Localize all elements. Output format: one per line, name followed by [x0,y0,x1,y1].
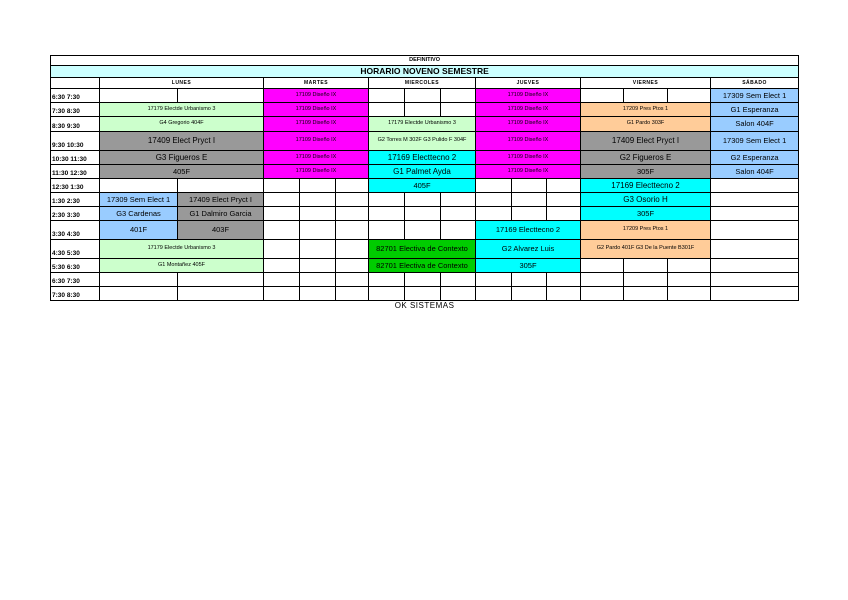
empty-cell [300,259,336,273]
empty-cell [405,193,441,207]
empty-cell [441,287,476,301]
empty-cell [441,103,476,117]
time-slot: 1:30 2:30 [51,193,100,207]
empty-cell [581,89,624,103]
class-cell: 17109 Diseño IX [476,132,581,151]
empty-cell [581,287,624,301]
empty-cell [336,240,369,259]
class-cell: G2 Alvarez Luis [476,240,581,259]
class-cell: 17309 Sem Elect 1 [100,193,178,207]
empty-cell [300,273,336,287]
class-cell: G1 Palmet Ayda [369,165,476,179]
class-cell: G3 Cardenas [100,207,178,221]
empty-cell [711,273,799,287]
class-cell: Salon 404F [711,165,799,179]
day-header-tuesday: MARTES [264,78,369,89]
class-cell: 405F [100,165,264,179]
class-cell: 17109 Diseño IX [476,117,581,132]
empty-cell [476,273,512,287]
empty-cell [369,273,405,287]
class-cell: 17109 Diseño IX [476,103,581,117]
class-cell: 17109 Diseño IX [264,132,369,151]
empty-cell [441,221,476,240]
class-cell: 17179 Electde Urbanismo 3 [100,240,264,259]
class-cell: 82701 Electiva de Contexto [369,240,476,259]
time-slot: 2:30 3:30 [51,207,100,221]
empty-cell [178,89,264,103]
schedule-table [50,55,799,311]
time-slot: 6:30 7:30 [51,273,100,287]
class-cell: 17109 Diseño IX [476,89,581,103]
time-slot: 3:30 4:30 [51,221,100,240]
class-cell: 17179 Electde Urbanismo 3 [369,117,476,132]
class-cell: 82701 Electiva de Contexto [369,259,476,273]
schedule-title: HORARIO NOVENO SEMESTRE [51,66,799,78]
empty-cell [624,89,668,103]
class-cell: 17109 Diseño IX [476,165,581,179]
empty-cell [369,193,405,207]
empty-cell [711,287,799,301]
empty-cell [512,207,547,221]
time-slot: 7:30 8:30 [51,103,100,117]
empty-cell [264,207,300,221]
empty-cell [512,287,547,301]
class-cell: G4 Gregorio 404F [100,117,264,132]
class-cell: 17169 Electtecno 2 [581,179,711,193]
empty-cell [100,89,178,103]
time-slot: 12:30 1:30 [51,179,100,193]
empty-cell [547,193,581,207]
empty-cell [300,287,336,301]
empty-cell [300,207,336,221]
status-label: DEFINITIVO [51,56,799,66]
empty-cell [547,273,581,287]
day-header-thursday: JUEVES [476,78,581,89]
time-slot: 11:30 12:30 [51,165,100,179]
class-cell: G2 Figueros E [581,151,711,165]
class-cell: Salon 404F [711,117,799,132]
empty-cell [441,273,476,287]
empty-cell [581,259,624,273]
empty-cell [624,259,668,273]
empty-cell [441,193,476,207]
class-cell: 17169 Electtecno 2 [369,151,476,165]
empty-cell [624,273,668,287]
empty-cell [711,179,799,193]
empty-cell [100,179,178,193]
class-cell: 17109 Diseño IX [264,103,369,117]
empty-cell [300,221,336,240]
empty-cell [441,89,476,103]
class-cell: G1 Esperanza [711,103,799,117]
empty-cell [476,287,512,301]
empty-cell [300,193,336,207]
day-header-monday: LUNES [100,78,264,89]
class-cell: 17109 Diseño IX [476,151,581,165]
empty-cell [300,240,336,259]
empty-cell [369,207,405,221]
class-cell: 405F [369,179,476,193]
class-cell: 17179 Electde Urbanismo 3 [100,103,264,117]
empty-cell [711,240,799,259]
empty-cell [668,273,711,287]
day-header-wednesday: MIERCOLES [369,78,476,89]
empty-cell [711,221,799,240]
class-cell: 17209 Pres Ptos 1 [581,103,711,117]
empty-cell [369,221,405,240]
empty-cell [264,240,300,259]
empty-cell [547,207,581,221]
empty-cell [405,89,441,103]
empty-cell [668,259,711,273]
empty-cell [336,193,369,207]
empty-cell [668,287,711,301]
day-header-friday: VIERNES [581,78,711,89]
empty-cell [581,273,624,287]
class-cell: 401F [100,221,178,240]
time-slot: 7:30 8:30 [51,287,100,301]
time-slot: 10:30 11:30 [51,151,100,165]
empty-cell [711,207,799,221]
empty-cell [264,287,300,301]
class-cell: 17109 Diseño IX [264,165,369,179]
empty-cell [512,273,547,287]
time-slot: 8:30 9:30 [51,117,100,132]
class-cell: 403F [178,221,264,240]
empty-cell [476,207,512,221]
empty-cell [178,273,264,287]
class-cell: 17109 Diseño IX [264,117,369,132]
empty-cell [405,287,441,301]
class-cell: 17109 Diseño IX [264,89,369,103]
class-cell: 305F [581,165,711,179]
empty-cell [264,273,300,287]
empty-cell [369,103,405,117]
empty-cell [668,89,711,103]
empty-cell [100,273,178,287]
class-cell: 305F [476,259,581,273]
empty-cell [336,179,369,193]
class-cell: G3 Osorio H [581,193,711,207]
empty-cell [512,179,547,193]
class-cell: 17209 Pres Ptos 1 [581,221,711,240]
empty-cell [405,273,441,287]
class-cell: 17109 Diseño IX [264,151,369,165]
class-cell: 17409 Elect Pryct I [581,132,711,151]
empty-cell [300,179,336,193]
footer-label: OK SISTEMAS [51,301,799,311]
empty-cell [512,193,547,207]
empty-cell [441,207,476,221]
class-cell: G3 Figueros E [100,151,264,165]
empty-cell [264,259,300,273]
empty-cell [336,221,369,240]
empty-cell [336,207,369,221]
class-cell: G2 Torres M 302F G3 Pulido F 304F [369,132,476,151]
empty-cell [336,273,369,287]
class-cell: 17309 Sem Elect 1 [711,132,799,151]
class-cell: G2 Pardo 401F G3 De la Puente B301F [581,240,711,259]
empty-cell [547,287,581,301]
empty-cell [405,103,441,117]
empty-cell [178,287,264,301]
empty-cell [178,179,264,193]
class-cell: 17169 Electtecno 2 [476,221,581,240]
time-header [51,78,100,89]
time-slot: 9:30 10:30 [51,132,100,151]
class-cell: G1 Montañez 405F [100,259,264,273]
empty-cell [711,259,799,273]
empty-cell [336,287,369,301]
empty-cell [264,179,300,193]
class-cell: 17409 Elect Pryct I [100,132,264,151]
class-cell: 17309 Sem Elect 1 [711,89,799,103]
empty-cell [476,179,512,193]
class-cell: G1 Pardo 303F [581,117,711,132]
empty-cell [369,89,405,103]
empty-cell [624,287,668,301]
day-header-saturday: SÁBADO [711,78,799,89]
empty-cell [547,179,581,193]
empty-cell [100,287,178,301]
empty-cell [476,193,512,207]
time-slot: 5:30 6:30 [51,259,100,273]
class-cell: 305F [581,207,711,221]
empty-cell [711,193,799,207]
empty-cell [405,207,441,221]
empty-cell [264,221,300,240]
class-cell: 17409 Elect Pryct I [178,193,264,207]
empty-cell [405,221,441,240]
time-slot: 6:30 7:30 [51,89,100,103]
time-slot: 4:30 5:30 [51,240,100,259]
class-cell: G2 Esperanza [711,151,799,165]
empty-cell [336,259,369,273]
empty-cell [264,193,300,207]
empty-cell [369,287,405,301]
class-cell: G1 Dalmiro Garcia [178,207,264,221]
